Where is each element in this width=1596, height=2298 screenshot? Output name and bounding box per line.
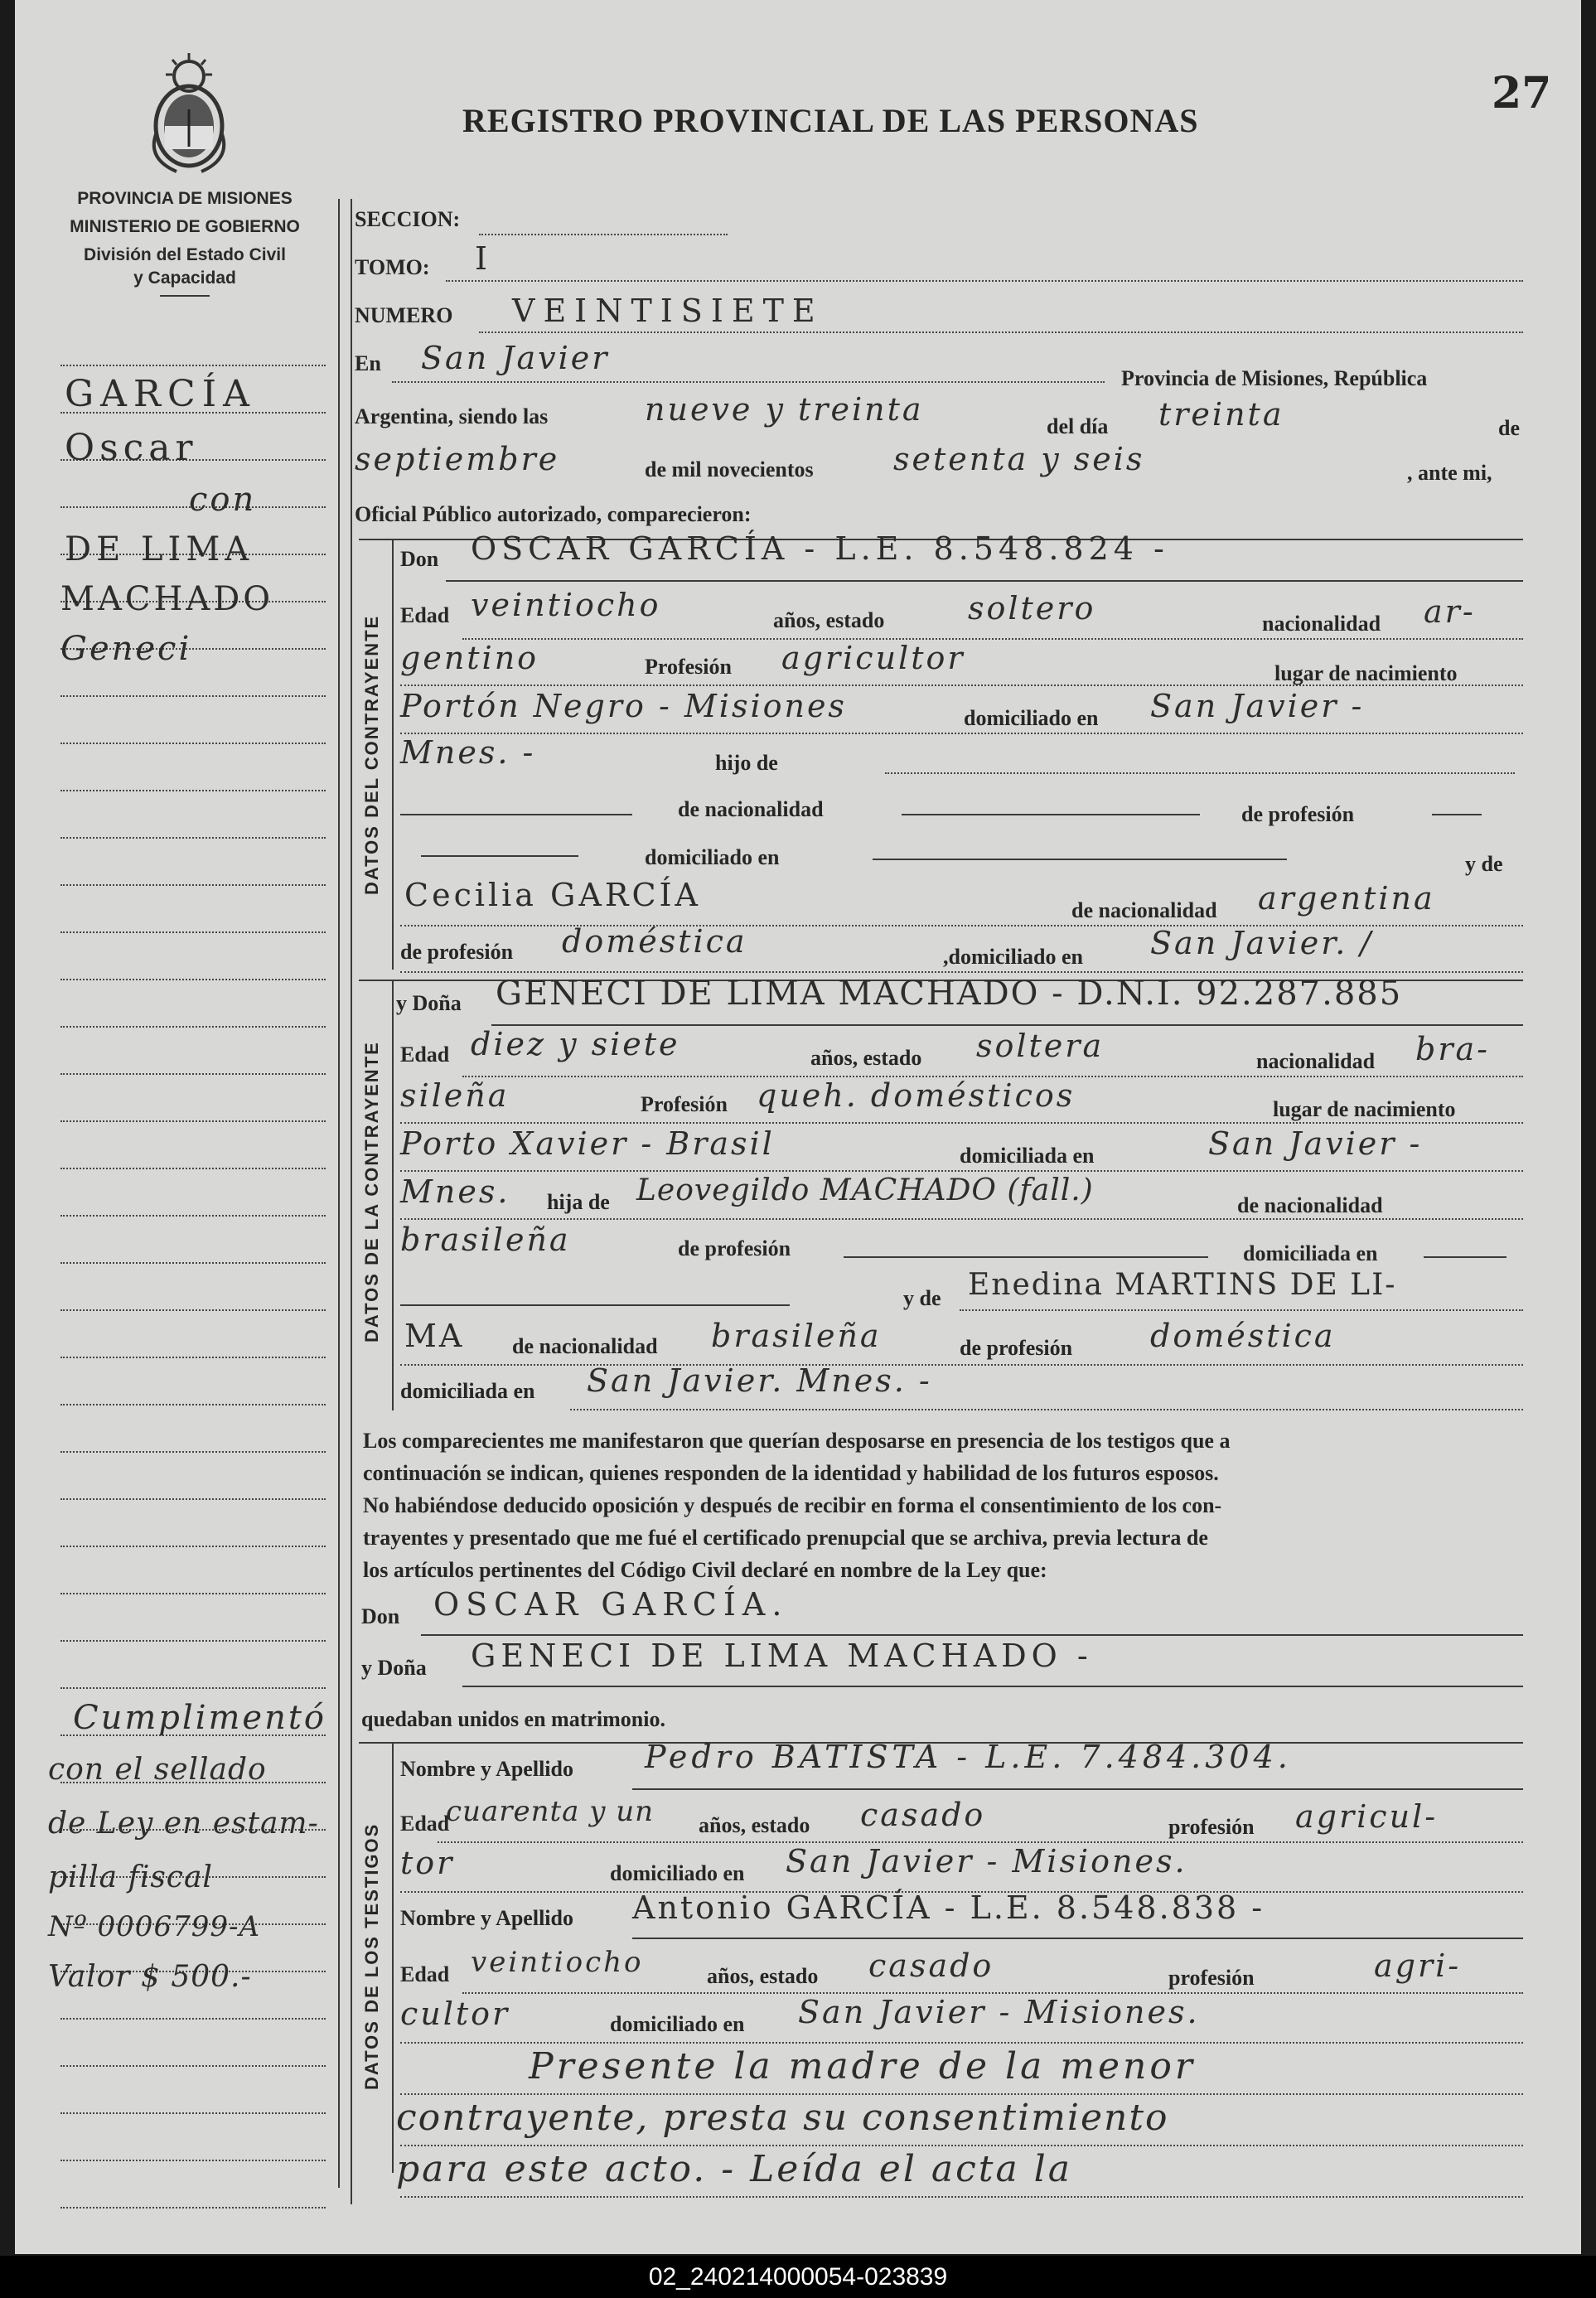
anios-estado-label: años, estado: [773, 608, 885, 632]
decl-dona-line: [462, 1686, 1523, 1687]
don-value: OSCAR GARCÍA - L.E. 8.548.824 -: [471, 530, 1169, 567]
f-nacionalidad-value-b: sileña: [400, 1077, 510, 1114]
f-madre-nac-value: brasileña: [711, 1318, 882, 1354]
margin-rule: [60, 2018, 326, 2020]
tomo-label: TOMO:: [355, 255, 430, 279]
nacionalidad-value-b: gentino: [400, 640, 539, 676]
padre-dom-blank-a: [421, 855, 578, 857]
margin-note-5: Nº 0006799-A: [48, 1910, 261, 1943]
extra-rule-3: [400, 2196, 1523, 2198]
margin-rule: [60, 1309, 326, 1311]
declaration-line: trayentes y presentado que me fué el certificado prenupcial que se archiva, previa lectura de: [363, 1526, 1208, 1550]
margin-rule: [60, 1687, 326, 1689]
seccion-label: SECCION:: [355, 207, 461, 231]
hijo-line: [885, 772, 1515, 774]
declaration-line: los artículos pertinentes del Código Civil declaré en nombre de la Ley que:: [363, 1558, 1047, 1582]
org-line-capacity: y Capacidad: [133, 269, 236, 288]
margin-name-1: GARCÍA: [65, 373, 256, 415]
declaration-line: continuación se indican, quienes responden de la identidad y habilidad de los futuros esposos.: [363, 1461, 1219, 1485]
de-profesion-label: de profesión: [1241, 802, 1355, 826]
t1-nombre-value: Pedro BATISTA - L.E. 7.484.304.: [645, 1739, 1292, 1775]
argentina-text: Argentina, siendo las: [355, 404, 549, 428]
margin-rule: [60, 1026, 326, 1028]
dona-value: GENECI DE LIMA MACHADO - D.N.I. 92.287.885: [496, 975, 1403, 1013]
margin-rule: [60, 1404, 326, 1405]
page-number: 27: [1492, 68, 1552, 119]
org-line-province: PROVINCIA DE MISIONES: [77, 189, 293, 208]
margin-rule: [60, 2112, 326, 2114]
domiciliado-label: domiciliado en: [964, 706, 1099, 730]
hija-de-label: hija de: [547, 1190, 610, 1214]
extra-rule-2: [400, 2145, 1523, 2146]
t2-estado-value: casado: [868, 1947, 994, 1984]
madre-dom-value: San Javier. /: [1150, 925, 1374, 961]
nacionalidad-label: nacionalidad: [1262, 612, 1381, 636]
f-madre-value-b: MA: [404, 1318, 465, 1354]
numero-label: NUMERO: [355, 303, 453, 327]
declaration-line: Los comparecientes me manifestaron que querían desposarse en presencia de los testigos que a: [363, 1429, 1231, 1453]
f-de-profesion-label: de profesión: [678, 1236, 791, 1260]
margin-rule: [60, 1498, 326, 1500]
f-domiciliada-label: domiciliada en: [960, 1144, 1095, 1168]
f-madre-prof-value: doméstica: [1150, 1318, 1336, 1354]
f-madre-line: [960, 1309, 1523, 1311]
padre-dom-blank-f2: [400, 1304, 790, 1306]
provincia-text: Provincia de Misiones, República: [1121, 366, 1428, 390]
margin-rule: [60, 884, 326, 886]
declaration-paragraph: [363, 1429, 1531, 1590]
padre-nac-blank-a: [400, 814, 632, 815]
margin-rule: [60, 2160, 326, 2161]
t2-anios-estado-label: años, estado: [707, 1964, 819, 1988]
hora-value: nueve y treinta: [645, 391, 924, 428]
margin-rule: [60, 1120, 326, 1122]
f-domiciliada-value-b: Mnes.: [400, 1173, 510, 1210]
f-hija-line: [400, 1218, 1523, 1220]
extra-line-3: para este acto. - Leída el acta la: [396, 2148, 1072, 2190]
t2-prof-value-b: cultor: [400, 1996, 510, 2032]
block2-left: [392, 980, 394, 1410]
t1-domiciliado-label: domiciliado en: [610, 1861, 745, 1885]
profesion-label: Profesión: [645, 655, 732, 679]
domiciliado-en-label: domiciliado en: [645, 845, 780, 869]
t2-nombre-value: Antonio GARCÍA - L.E. 8.548.838 -: [632, 1889, 1265, 1926]
de-nacionalidad-label: de nacionalidad: [678, 797, 824, 821]
padre-nac-value: brasileña: [400, 1222, 571, 1258]
profesion-value: agricultor: [781, 640, 965, 676]
margin-name-2: Oscar: [65, 427, 198, 469]
org-line-division: División del Estado Civil: [84, 245, 286, 264]
extra-rule-1: [400, 2093, 1523, 2095]
f-profesion-label: Profesión: [641, 1092, 728, 1116]
f-madre-dom-label: domiciliada en: [400, 1379, 535, 1403]
margin-name-4: DE LIMA: [65, 530, 254, 568]
mes-value: septiembre: [355, 441, 560, 477]
f-profesion-line: [400, 1122, 1523, 1124]
t2-prof-value-a: agri-: [1374, 1947, 1462, 1984]
anio-value: setenta y seis: [893, 441, 1145, 477]
t1-dom-value: San Javier - Misiones.: [786, 1843, 1187, 1880]
t1-prof-value-a: agricul-: [1295, 1798, 1439, 1835]
decl-closing: quedaban unidos en matrimonio.: [361, 1707, 665, 1731]
decl-don-line: [421, 1634, 1523, 1636]
padre-prof-blank-f: [844, 1256, 1208, 1258]
t1-anios-estado-label: años, estado: [699, 1813, 810, 1837]
decl-don-value: OSCAR GARCÍA.: [433, 1586, 789, 1623]
t2-nombre-line: [632, 1938, 1523, 1939]
seccion-line: [479, 234, 728, 235]
f-madre-dom-value: San Javier. Mnes. -: [587, 1362, 932, 1399]
padre-dom-blank-f: [1424, 1256, 1507, 1258]
en-line: [392, 381, 1105, 383]
page-title: REGISTRO PROVINCIAL DE LAS PERSONAS: [462, 102, 1199, 139]
f-madre-value-a: Enedina MARTINS DE LI-: [968, 1268, 1397, 1302]
contrayente-section-label: DATOS DEL CONTRAYENTE: [361, 614, 382, 895]
f-madre-prof-label: de profesión: [960, 1336, 1073, 1360]
f-edad-label: Edad: [400, 1043, 450, 1067]
testigos-section-label: DATOS DE LOS TESTIGOS: [361, 1822, 382, 2090]
de-label: de: [1498, 416, 1520, 440]
margin-rule: [60, 790, 326, 791]
block1-left: [392, 539, 394, 970]
form-left-border: [351, 199, 352, 2204]
margin-note-1: Cumplimentó: [73, 1699, 327, 1737]
margin-note-2: con el sellado: [48, 1753, 267, 1787]
edad-line: [462, 638, 1523, 640]
estado-value: soltero: [968, 590, 1096, 627]
margin-rule: [60, 931, 326, 933]
declaration-line: No habiéndose deducido oposición y después de recibir en forma el consentimiento de los con-: [363, 1493, 1222, 1517]
f-domiciliada-value: San Javier -: [1208, 1125, 1423, 1162]
f-de-nacionalidad-label: de nacionalidad: [1237, 1193, 1383, 1217]
lugar-line: [400, 733, 1523, 734]
en-value: San Javier: [421, 340, 610, 376]
t1-estado-value: casado: [860, 1797, 986, 1833]
t1-edad-label: Edad: [400, 1812, 450, 1836]
t2-nombre-label: Nombre y Apellido: [400, 1906, 573, 1930]
f-edad-value: diez y siete: [471, 1026, 680, 1062]
hijo-de-label: hijo de: [715, 751, 778, 775]
oficial-text: Oficial Público autorizado, comparecieron:: [355, 502, 752, 526]
f-lugar-label: lugar de nacimiento: [1273, 1097, 1456, 1121]
image-id-footer: 02_240214000054-023839: [0, 2256, 1596, 2298]
ante-mi-label: , ante mi,: [1407, 461, 1492, 485]
padre-nac-blank-b: [902, 814, 1200, 815]
padre-value: Leovegildo MACHADO (fall.): [636, 1173, 1094, 1207]
t1-profesion-label: profesión: [1168, 1815, 1255, 1839]
edad-value: veintiocho: [471, 587, 661, 623]
f-madre-nac-label: de nacionalidad: [512, 1334, 658, 1358]
margin-rule: [60, 1215, 326, 1217]
org-line-ministry: MINISTERIO DE GOBIERNO: [70, 217, 300, 236]
y-de-label: y de: [1465, 852, 1503, 876]
margin-rule: [60, 1593, 326, 1594]
coat-of-arms-emblem: [143, 51, 235, 176]
en-label: En: [355, 351, 381, 375]
f-lugar-line: [400, 1170, 1523, 1172]
margin-rule: [60, 1168, 326, 1169]
don-line: [446, 580, 1523, 582]
t1-edad-value: cuarenta y un: [446, 1795, 655, 1828]
margin-note-3: de Ley en estam-: [48, 1807, 319, 1841]
edad-label: Edad: [400, 603, 450, 627]
f-nacionalidad-label: nacionalidad: [1256, 1049, 1376, 1073]
contrayente-f-section-label: DATOS DE LA CONTRAYENTE: [361, 1041, 382, 1343]
decl-dona-label: y Doña: [361, 1656, 427, 1680]
madre-value: Cecilia GARCÍA: [404, 877, 701, 913]
t1-nombre-line: [632, 1788, 1523, 1790]
t1-nombre-label: Nombre y Apellido: [400, 1757, 573, 1781]
f-anios-estado-label: años, estado: [810, 1046, 922, 1070]
madre-dom-label: ,domiciliado en: [943, 945, 1084, 969]
t1-prof-value-b: tor: [400, 1845, 455, 1881]
dia-value: treinta: [1158, 396, 1284, 433]
margin-rule: [60, 1546, 326, 1547]
margin-rule: [60, 1451, 326, 1453]
f-profesion-value: queh. domésticos: [757, 1077, 1076, 1114]
madre-nac-label: de nacionalidad: [1071, 898, 1217, 922]
madre-nac-value: argentina: [1258, 880, 1435, 917]
margin-rule: [60, 1357, 326, 1358]
dona-label: y Doña: [396, 991, 462, 1015]
margin-rule: [60, 979, 326, 980]
del-dia-label: del día: [1047, 414, 1109, 438]
domiciliado-value: San Javier -: [1150, 688, 1365, 724]
block3-left: [392, 1742, 394, 2173]
margin-rule: [60, 2207, 326, 2208]
extra-line-1: Presente la madre de la menor: [529, 2045, 1196, 2088]
margin-rule: [60, 1073, 326, 1075]
t2-edad-label: Edad: [400, 1962, 450, 1986]
margin-name-5: MACHADO: [60, 580, 274, 618]
de-mil-label: de mil novecientos: [645, 457, 814, 481]
margin-rule: [60, 695, 326, 697]
madre-prof-label: de profesión: [400, 940, 514, 964]
decl-don-label: Don: [361, 1604, 400, 1628]
margin-divider: [338, 199, 340, 2188]
document-page: [15, 0, 1581, 2254]
f-nacionalidad-value-a: bra-: [1415, 1031, 1490, 1067]
numero-line: [479, 331, 1523, 333]
decl-dona-value: GENECI DE LIMA MACHADO -: [471, 1638, 1093, 1674]
domiciliado-value-b: Mnes. -: [400, 734, 536, 771]
margin-rule: [60, 837, 326, 839]
profesion-line: [400, 685, 1523, 686]
t2-dom-value: San Javier - Misiones.: [798, 1994, 1200, 2030]
margin-name-6: Geneci: [60, 630, 192, 668]
margin-rule: [60, 1262, 326, 1264]
f-y-de-label: y de: [903, 1286, 941, 1310]
margin-note-6: Valor $ 500.-: [48, 1960, 252, 1994]
tomo-line: [446, 280, 1523, 282]
f-domiciliada-en-label: domiciliada en: [1243, 1241, 1378, 1265]
madre-prof-line: [400, 971, 1523, 973]
t2-domiciliado-label: domiciliado en: [610, 2012, 745, 2036]
tomo-value: I: [475, 240, 491, 277]
margin-rule: [60, 1640, 326, 1642]
margin-rule: [60, 365, 326, 366]
margin-name-3: con: [189, 481, 257, 519]
lugar-value: Portón Negro - Misiones: [400, 688, 847, 724]
don-label: Don: [400, 547, 439, 571]
f-madre-nac-line: [400, 1364, 1523, 1366]
extra-line-2: contrayente, presta su consentimiento: [396, 2097, 1169, 2139]
madre-prof-value: doméstica: [562, 923, 747, 960]
margin-rule: [60, 743, 326, 744]
f-lugar-value: Porto Xavier - Brasil: [400, 1125, 775, 1162]
org-underline: [160, 295, 210, 297]
margin-rule: [60, 2065, 326, 2067]
lugar-label: lugar de nacimiento: [1274, 661, 1458, 685]
f-estado-value: soltera: [976, 1028, 1105, 1064]
t2-profesion-label: profesión: [1168, 1966, 1255, 1990]
padre-prof-blank: [1432, 814, 1482, 815]
t2-dom-line: [400, 2042, 1523, 2044]
padre-dom-blank-b: [873, 859, 1287, 860]
t2-edad-value: veintiocho: [471, 1946, 644, 1979]
f-madre-dom-line: [570, 1409, 1523, 1410]
numero-value: VEINTISIETE: [512, 293, 824, 329]
margin-note-4: pilla fiscal: [48, 1860, 213, 1894]
nacionalidad-value-a: ar-: [1424, 593, 1476, 630]
